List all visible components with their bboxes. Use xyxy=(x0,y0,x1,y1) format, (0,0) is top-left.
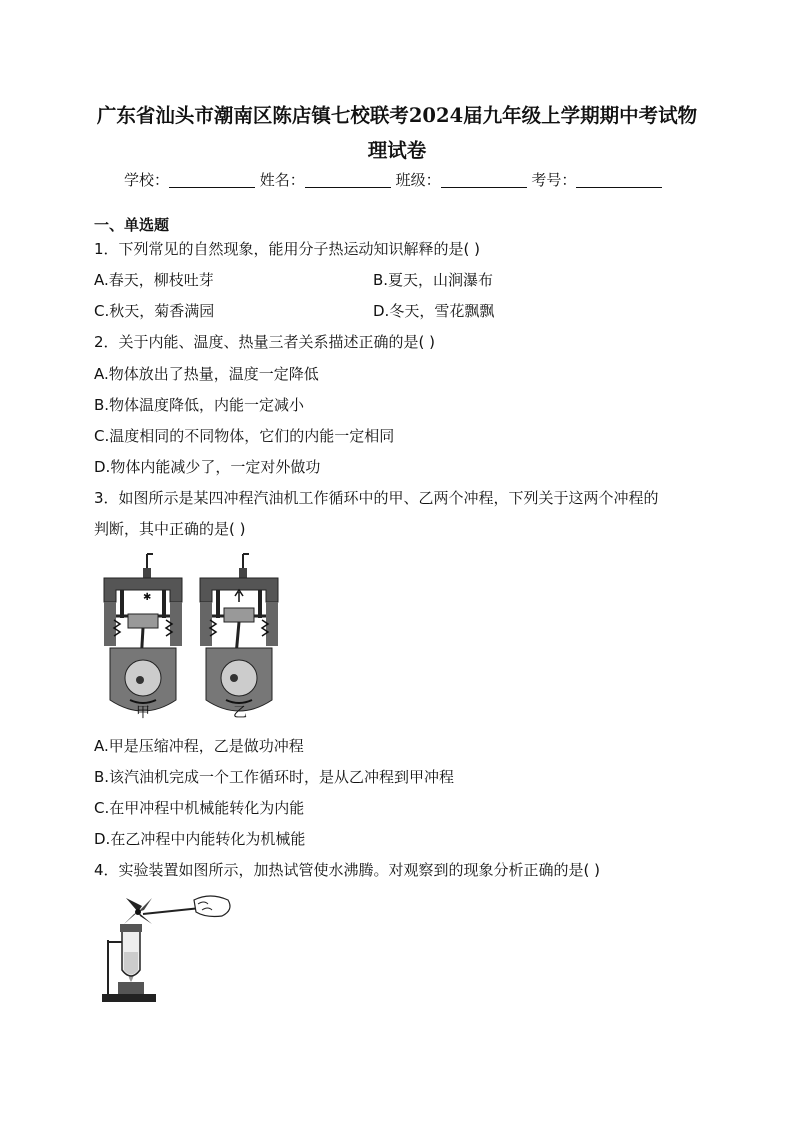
q2-option-d[interactable]: D.物体内能减少了，一定对外做功 xyxy=(94,458,321,476)
figure-label-jia: 甲 xyxy=(136,705,150,721)
class-label: 班级： xyxy=(395,171,441,189)
name-label: 姓名： xyxy=(259,171,305,189)
q1-option-c[interactable]: C.秋天，菊香满园 xyxy=(94,302,215,320)
q1-option-b[interactable]: B.夏天，山涧瀑布 xyxy=(373,271,494,289)
section-heading: 一、单选题 xyxy=(94,216,170,234)
student-info-row xyxy=(124,169,662,191)
school-label: 学校： xyxy=(124,171,170,189)
number-label: 考号： xyxy=(531,171,577,189)
number-blank[interactable] xyxy=(576,171,662,188)
q1-option-d[interactable]: D.冬天，雪花飘飘 xyxy=(373,302,495,320)
exam-title-line-2: 理试卷 xyxy=(367,139,427,162)
name-blank[interactable] xyxy=(305,171,391,188)
q2-stem: 2．关于内能、温度、热量三者关系描述正确的是( ) xyxy=(94,333,436,351)
engine-strokes-figure xyxy=(100,550,290,725)
q2-option-a[interactable]: A.物体放出了热量，温度一定降低 xyxy=(94,365,319,383)
q3-stem-line-1: 3．如图所示是某四冲程汽油机工作循环中的甲、乙两个冲程，下列关于这两个冲程的 xyxy=(94,489,659,507)
q3-stem-line-2: 判断，其中正确的是( ) xyxy=(94,520,246,538)
q2-option-c[interactable]: C.温度相同的不同物体，它们的内能一定相同 xyxy=(94,427,395,445)
q3-option-a[interactable]: A.甲是压缩冲程，乙是做功冲程 xyxy=(94,737,304,755)
exam-title-line-1: 广东省汕头市潮南区陈店镇七校联考2024届九年级上学期期中考试物 xyxy=(96,104,698,127)
class-blank[interactable] xyxy=(441,171,527,188)
q1-stem: 1．下列常见的自然现象，能用分子热运动知识解释的是( ) xyxy=(94,240,481,258)
q3-option-d[interactable]: D.在乙冲程中内能转化为机械能 xyxy=(94,830,306,848)
engine-yi-diagram xyxy=(200,554,278,711)
q2-option-b[interactable]: B.物体温度降低，内能一定减小 xyxy=(94,396,305,414)
q3-option-c[interactable]: C.在甲冲程中机械能转化为内能 xyxy=(94,799,305,817)
figure-label-yi: 乙 xyxy=(233,705,247,721)
q1-option-a[interactable]: A.春天，柳枝吐芽 xyxy=(94,271,214,289)
svg-text:✱: ✱ xyxy=(143,592,152,603)
q3-option-b[interactable]: B.该汽油机完成一个工作循环时，是从乙冲程到甲冲程 xyxy=(94,768,455,786)
engine-jia-diagram xyxy=(104,554,182,711)
q4-stem: 4．实验装置如图所示，加热试管使水沸腾。对观察到的现象分析正确的是( ) xyxy=(94,861,601,879)
test-tube-pinwheel-figure xyxy=(98,890,238,1008)
school-blank[interactable] xyxy=(169,171,255,188)
